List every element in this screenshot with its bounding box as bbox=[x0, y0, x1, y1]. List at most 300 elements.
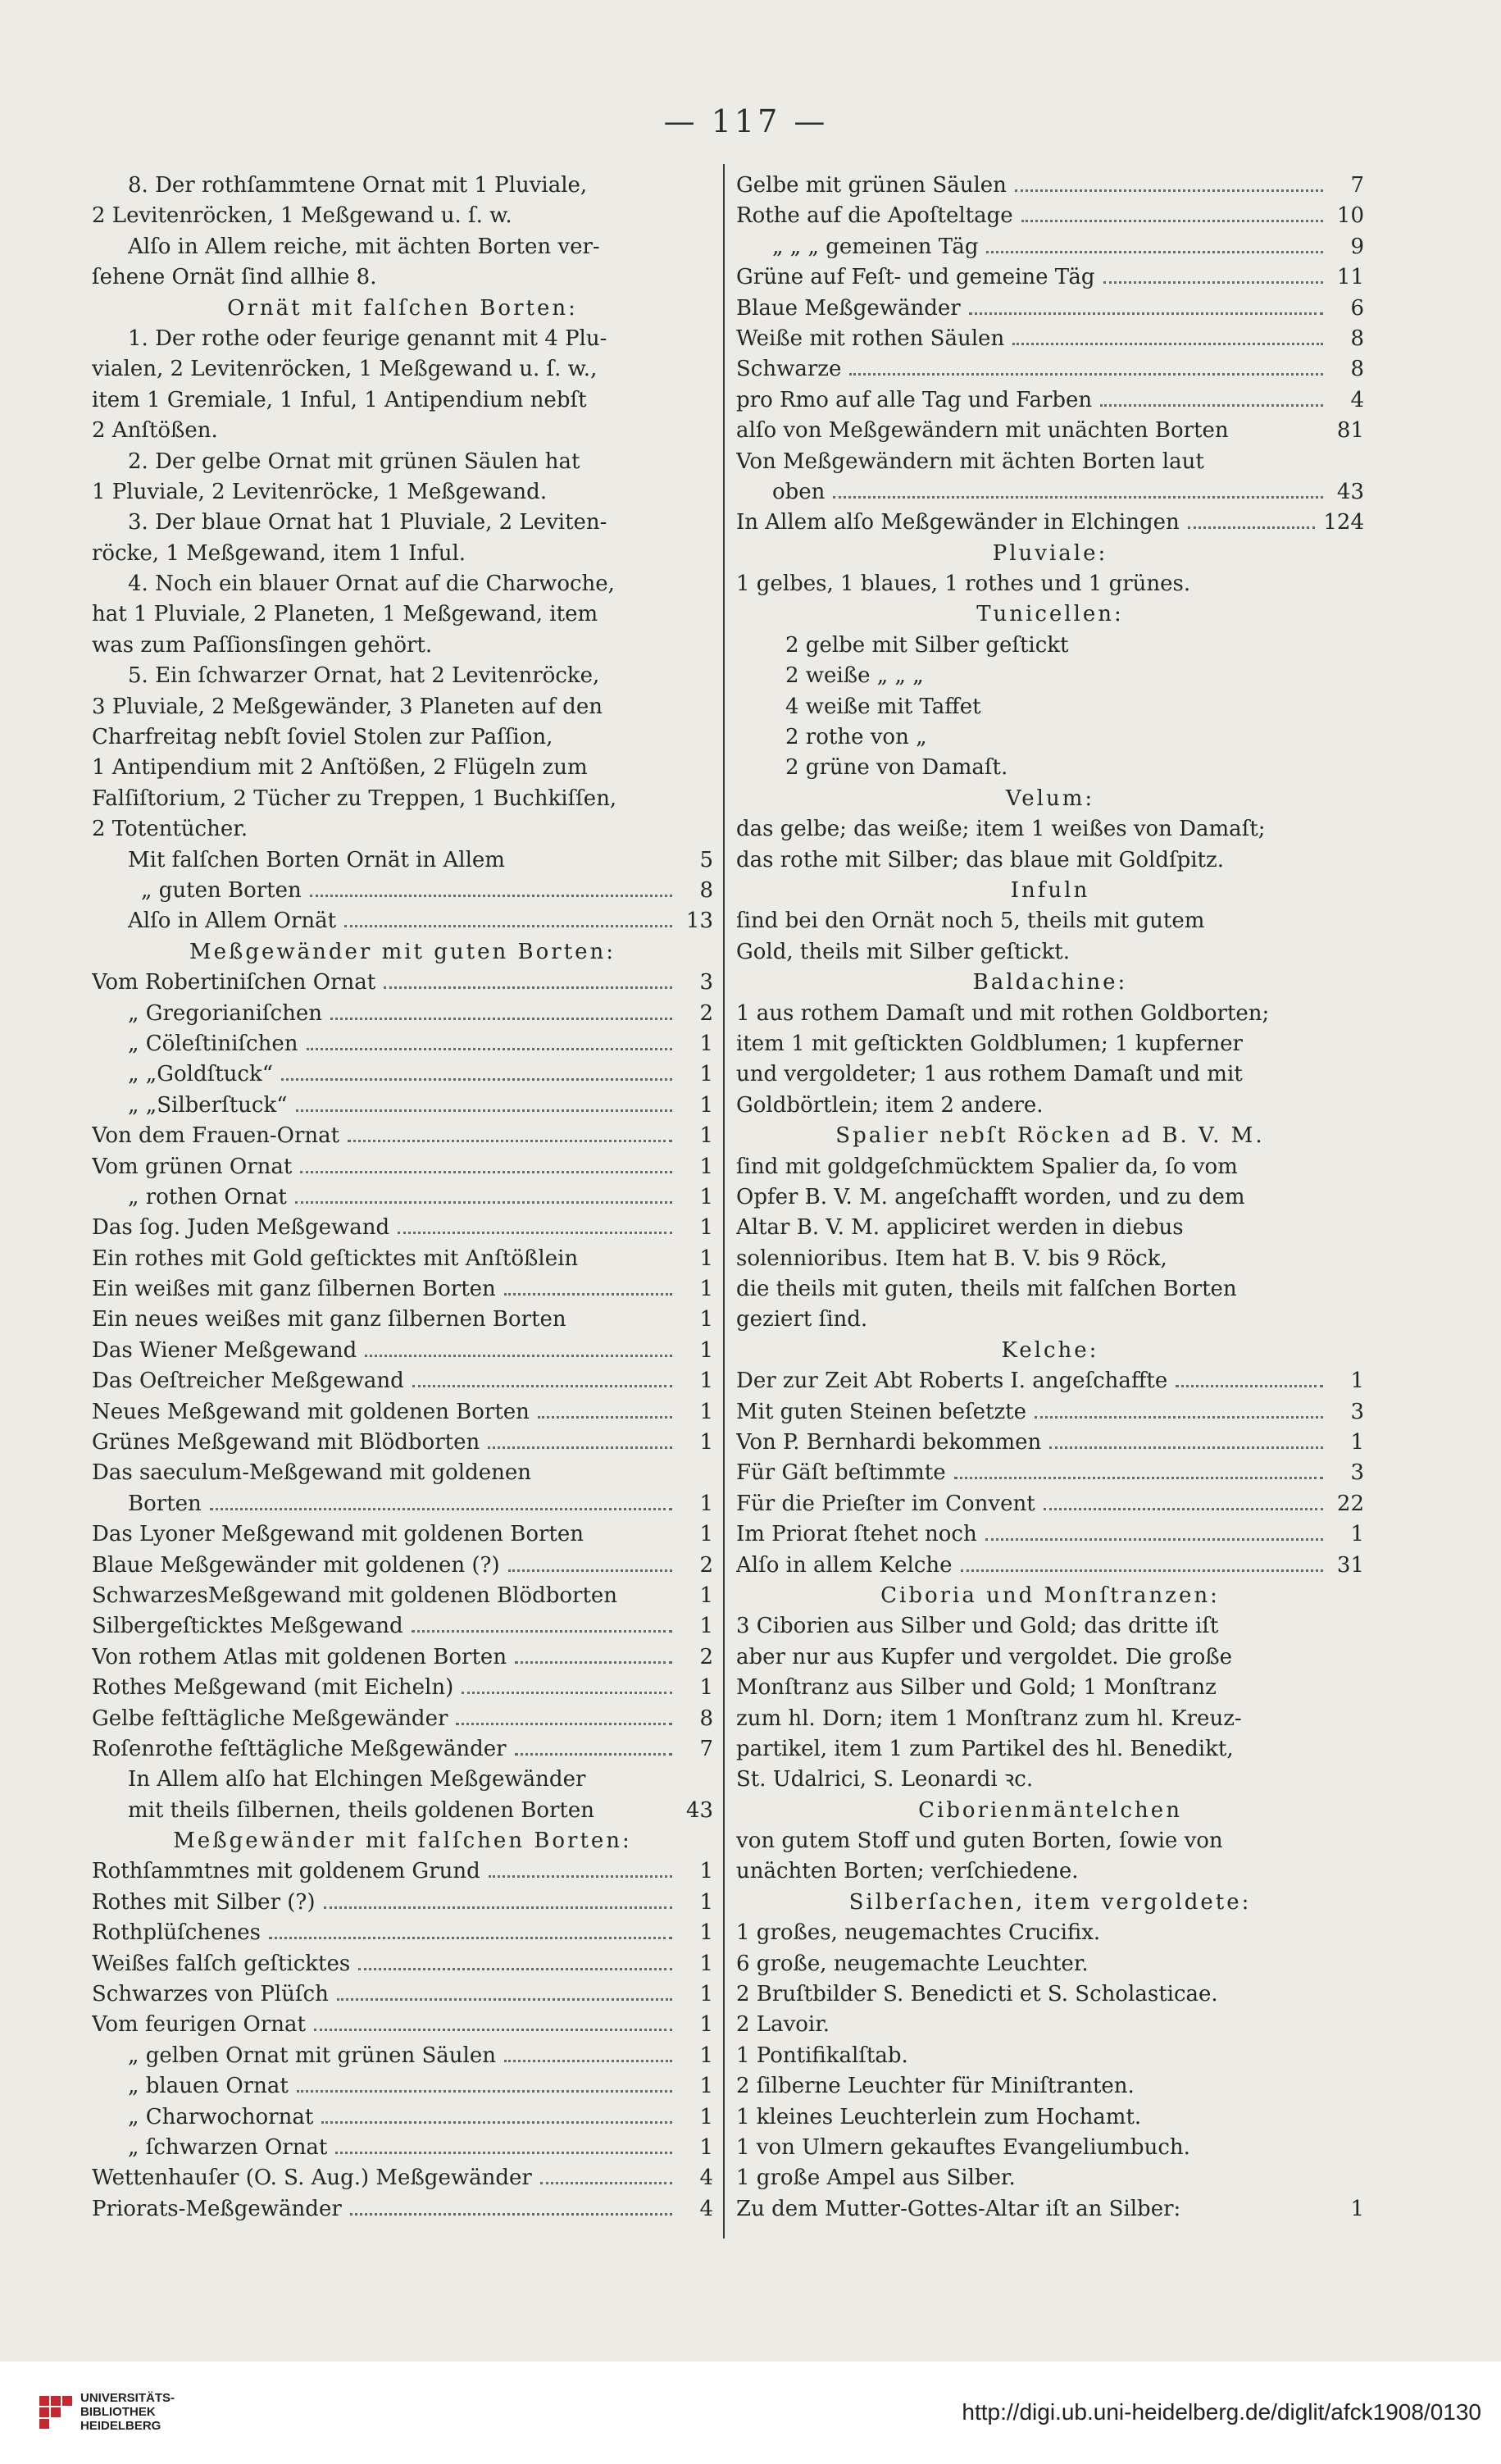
text-line bbox=[92, 1581, 713, 1611]
line-text: Schwarzes von Plüſch bbox=[92, 1982, 329, 2007]
line-count: 1 bbox=[1350, 1430, 1364, 1455]
line-count: 3 bbox=[1350, 1460, 1364, 1486]
line-count: 10 bbox=[1336, 203, 1364, 229]
dot-leader bbox=[575, 1323, 672, 1326]
dot-leader bbox=[961, 1569, 1323, 1572]
dot-leader bbox=[307, 1048, 673, 1050]
line-count: 1 bbox=[699, 1951, 713, 1976]
text-line bbox=[92, 1244, 713, 1274]
text-line bbox=[736, 1244, 1364, 1274]
line-text: „ ſchwarzen Ornat bbox=[128, 2135, 328, 2160]
line-text: 2 Anſtößen. bbox=[92, 418, 218, 444]
line-text: Rothſammtnes mit goldenem Grund bbox=[92, 1859, 480, 1884]
dot-leader bbox=[210, 1508, 672, 1510]
text-line bbox=[736, 1673, 1364, 1703]
line-text: Vom Robertiniſchen Ornat bbox=[92, 970, 376, 995]
line-text: Roſenrothe feſttägliche Meßgewänder bbox=[92, 1736, 507, 1761]
text-line bbox=[92, 477, 713, 508]
text-line bbox=[736, 1642, 1364, 1673]
dot-leader bbox=[462, 1692, 672, 1694]
text-line bbox=[92, 999, 713, 1029]
text-line bbox=[736, 1274, 1364, 1305]
dot-leader bbox=[295, 1201, 672, 1204]
text-line bbox=[736, 2010, 1364, 2040]
line-count: 1 bbox=[699, 1920, 713, 1946]
line-count: 11 bbox=[1336, 265, 1364, 290]
line-text: 2 weiße „ „ „ bbox=[785, 663, 924, 689]
text-line bbox=[736, 1182, 1364, 1213]
dot-leader bbox=[954, 1477, 1323, 1479]
text-line bbox=[92, 692, 713, 722]
line-count: 1 bbox=[699, 1675, 713, 1701]
text-line bbox=[92, 1397, 713, 1428]
line-text: Baldachine: bbox=[972, 970, 1128, 995]
text-line bbox=[92, 1091, 713, 1121]
text-line bbox=[92, 1551, 713, 1581]
line-text: Das Wiener Meßgewand bbox=[92, 1337, 357, 1363]
line-text: item 1 Gremiale, 1 Inful, 1 Antipendium nebſt bbox=[92, 387, 587, 412]
text-line bbox=[736, 722, 1364, 753]
text-line bbox=[736, 1029, 1364, 1059]
text-line bbox=[92, 539, 713, 569]
text-line bbox=[736, 999, 1364, 1029]
line-text: Schwarze bbox=[736, 357, 842, 382]
text-line bbox=[736, 1581, 1364, 1611]
line-text: Weiße mit rothen Säulen bbox=[736, 326, 1005, 351]
dot-leader bbox=[586, 1263, 672, 1265]
line-text: Meßgewänder mit guten Borten: bbox=[189, 939, 616, 964]
dot-leader bbox=[833, 496, 1323, 499]
text-line bbox=[92, 1121, 713, 1151]
line-count: 4 bbox=[1350, 387, 1364, 412]
line-text: Neues Meßgewand mit goldenen Borten bbox=[92, 1399, 530, 1424]
text-line bbox=[92, 1305, 713, 1335]
text-line bbox=[736, 814, 1364, 845]
text-line bbox=[92, 2041, 713, 2071]
line-count: 1 bbox=[699, 1369, 713, 1394]
dot-leader bbox=[297, 2090, 672, 2093]
text-line bbox=[736, 631, 1364, 661]
right-column bbox=[736, 171, 1364, 2225]
text-line bbox=[736, 416, 1364, 446]
text-line bbox=[736, 324, 1364, 354]
dot-leader bbox=[337, 1998, 672, 2001]
line-text: „ gelben Ornat mit grünen Säulen bbox=[128, 2043, 496, 2068]
line-text: geziert ſind. bbox=[736, 1307, 868, 1332]
text-line bbox=[92, 232, 713, 262]
line-count: 8 bbox=[699, 877, 713, 903]
line-text: Grüne auf Feſt- und gemeine Täg bbox=[736, 265, 1095, 290]
line-text: 1 große Ampel aus Silber. bbox=[736, 2166, 1016, 2191]
line-count: 1 bbox=[699, 1092, 713, 1118]
text-line bbox=[736, 1888, 1364, 1918]
text-line bbox=[92, 1274, 713, 1305]
dot-leader bbox=[1012, 343, 1323, 345]
line-text: Altar B. V. M. appliciret werden in diebus bbox=[736, 1215, 1184, 1241]
text-line bbox=[736, 1152, 1364, 1182]
line-count: 4 bbox=[699, 2196, 713, 2221]
text-line bbox=[736, 1489, 1364, 1519]
line-count: 2 bbox=[699, 1000, 713, 1026]
line-text: zum hl. Dorn; item 1 Monſtranz zum hl. Kreuz- bbox=[736, 1706, 1242, 1731]
text-line bbox=[92, 937, 713, 968]
text-line bbox=[92, 814, 713, 845]
line-count: 1 bbox=[699, 2104, 713, 2129]
line-text: Das ſog. Juden Meßgewand bbox=[92, 1215, 390, 1241]
line-text: Zu dem Mutter-Gottes-Altar iſt an Silber: bbox=[736, 2196, 1181, 2221]
dot-leader bbox=[1237, 435, 1323, 437]
text-line bbox=[92, 1366, 713, 1396]
line-count: 9 bbox=[1350, 234, 1364, 259]
line-text: aber nur aus Kupfer und vergoldet. Die große bbox=[736, 1644, 1233, 1669]
line-text: Blaue Meßgewänder bbox=[736, 295, 961, 321]
text-line bbox=[736, 2194, 1364, 2225]
text-line bbox=[736, 1336, 1364, 1366]
text-line bbox=[92, 876, 713, 906]
dot-leader bbox=[489, 1875, 672, 1878]
text-line bbox=[92, 1519, 713, 1550]
line-text: ſehene Ornät ſind allhie 8. bbox=[92, 265, 377, 290]
text-line bbox=[736, 1611, 1364, 1642]
line-text: 1 kleines Leuchterlein zum Hochamt. bbox=[736, 2104, 1142, 2129]
text-line bbox=[92, 569, 713, 599]
dot-leader bbox=[1035, 1416, 1323, 1419]
dot-leader bbox=[269, 1937, 672, 1939]
dot-leader bbox=[412, 1630, 672, 1633]
line-text: partikel, item 1 zum Partikel des hl. Benedikt, bbox=[736, 1736, 1234, 1761]
text-line bbox=[736, 1551, 1364, 1581]
line-count: 1 bbox=[699, 2135, 713, 2160]
text-line bbox=[92, 1856, 713, 1887]
text-line bbox=[92, 2194, 713, 2225]
text-line bbox=[92, 1673, 713, 1703]
line-text: das gelbe; das weiße; item 1 weißes von Damaſt; bbox=[736, 817, 1266, 842]
dot-leader bbox=[314, 2029, 672, 2031]
line-text: Ciborienmäntelchen bbox=[918, 1797, 1182, 1823]
line-text: Alſo in allem Kelche bbox=[736, 1552, 953, 1578]
text-line bbox=[736, 2102, 1364, 2133]
text-line bbox=[92, 1642, 713, 1673]
line-text: item 1 mit geſtickten Goldblumen; 1 kupferner bbox=[736, 1031, 1243, 1056]
text-line bbox=[92, 1979, 713, 2010]
text-line bbox=[736, 1121, 1364, 1151]
dot-leader bbox=[508, 1569, 672, 1572]
dot-leader bbox=[324, 1906, 673, 1909]
line-count: 1 bbox=[699, 1246, 713, 1271]
library-name bbox=[80, 2391, 175, 2433]
line-text: Opfer B. V. M. angeſchafft worden, und zu dem bbox=[736, 1184, 1245, 1209]
line-text: Ornät mit falſchen Borten: bbox=[227, 295, 578, 321]
line-text: Blaue Meßgewänder mit goldenen (?) bbox=[92, 1552, 500, 1578]
line-count: 1 bbox=[699, 1154, 713, 1179]
line-text: Charfreitag nebſt ſoviel Stolen zur Paſſion, bbox=[92, 725, 553, 750]
dot-leader bbox=[296, 1109, 672, 1112]
line-count: 1 bbox=[699, 1522, 713, 1547]
dot-leader bbox=[625, 1600, 672, 1602]
text-line bbox=[92, 722, 713, 753]
line-count: 3 bbox=[1350, 1399, 1364, 1424]
text-line bbox=[92, 1765, 713, 1795]
text-line bbox=[736, 1366, 1364, 1396]
text-line bbox=[736, 692, 1364, 722]
line-text: Mit guten Steinen beſetzte bbox=[736, 1399, 1027, 1424]
line-count: 43 bbox=[1336, 479, 1364, 504]
line-count: 13 bbox=[685, 909, 713, 934]
dot-leader bbox=[1188, 526, 1316, 529]
text-line bbox=[736, 294, 1364, 324]
text-line bbox=[92, 1213, 713, 1243]
text-line bbox=[736, 447, 1364, 477]
line-count: 1 bbox=[699, 1062, 713, 1087]
line-text: von gutem Stoff und guten Borten, ſowie von bbox=[736, 1829, 1223, 1854]
line-count: 8 bbox=[699, 1706, 713, 1731]
line-text: Das Oeſtreicher Meßgewand bbox=[92, 1369, 404, 1394]
text-line bbox=[92, 753, 713, 783]
line-text: 2 Totentücher. bbox=[92, 817, 248, 842]
text-line bbox=[92, 1059, 713, 1090]
dot-leader bbox=[603, 1815, 672, 1817]
text-line bbox=[736, 1856, 1364, 1887]
text-line bbox=[92, 1458, 713, 1488]
text-line bbox=[92, 1918, 713, 1948]
line-text: Rothe auf die Apoſteltage bbox=[736, 203, 1013, 229]
line-text: hat 1 Pluviale, 2 Planeten, 1 Meßgewand, item bbox=[92, 602, 598, 627]
text-line bbox=[92, 2163, 713, 2193]
line-text: Priorats-Meßgewänder bbox=[92, 2196, 342, 2221]
line-text: In Allem alſo Meßgewänder in Elchingen bbox=[736, 510, 1180, 535]
text-line bbox=[736, 539, 1364, 569]
line-count: 1 bbox=[699, 2012, 713, 2038]
line-text: 2 Lavoir. bbox=[736, 2012, 830, 2038]
line-count: 22 bbox=[1336, 1491, 1364, 1516]
line-text: solennioribus. Item hat B. V. bis 9 Röck, bbox=[736, 1246, 1167, 1271]
text-line bbox=[92, 1826, 713, 1856]
text-line bbox=[736, 1734, 1364, 1765]
line-count: 1 bbox=[699, 2074, 713, 2099]
text-line bbox=[736, 232, 1364, 262]
line-text: Vom grünen Ornat bbox=[92, 1154, 293, 1179]
dot-leader bbox=[1049, 1446, 1323, 1449]
dot-leader bbox=[1176, 1385, 1323, 1387]
line-text: 3. Der blaue Ornat hat 1 Pluviale, 2 Leviten- bbox=[128, 510, 607, 535]
line-count: 1 bbox=[699, 1430, 713, 1455]
dot-leader bbox=[335, 2152, 672, 2154]
footer-bar bbox=[0, 2362, 1501, 2464]
text-line bbox=[92, 968, 713, 998]
text-line bbox=[736, 784, 1364, 814]
text-line bbox=[736, 661, 1364, 691]
line-text: Von Meßgewändern mit ächten Borten laut bbox=[736, 449, 1204, 474]
line-count: 1 bbox=[699, 1031, 713, 1056]
line-text: Monſtranz aus Silber und Gold; 1 Monſtranz bbox=[736, 1675, 1217, 1701]
text-line bbox=[736, 2071, 1364, 2102]
text-line bbox=[92, 599, 713, 630]
line-count: 1 bbox=[699, 1215, 713, 1241]
line-text: 2 rothe von „ bbox=[785, 725, 927, 750]
dot-leader bbox=[849, 373, 1323, 376]
text-line bbox=[736, 2133, 1364, 2163]
dot-leader bbox=[1015, 189, 1323, 192]
dot-leader bbox=[350, 2213, 672, 2216]
text-line bbox=[736, 385, 1364, 416]
line-count: 1 bbox=[699, 1982, 713, 2007]
line-text: Silberſachen, item vergoldete: bbox=[848, 1889, 1252, 1915]
line-text: Mit falſchen Borten Ornät in Allem bbox=[128, 847, 505, 872]
line-text: „ „ „ gemeinen Täg bbox=[772, 234, 979, 259]
line-text: das rothe mit Silber; das blaue mit Goldſpitz. bbox=[736, 847, 1224, 872]
text-line bbox=[92, 906, 713, 936]
dot-leader bbox=[1021, 220, 1323, 222]
line-count: 1 bbox=[699, 1277, 713, 1302]
text-line bbox=[92, 1704, 713, 1734]
text-line bbox=[736, 1519, 1364, 1550]
line-text: Rothplüſchenes bbox=[92, 1920, 261, 1946]
text-line bbox=[736, 753, 1364, 783]
text-line bbox=[736, 1428, 1364, 1458]
left-column bbox=[92, 171, 713, 2225]
line-count: 6 bbox=[1350, 295, 1364, 321]
text-line bbox=[92, 661, 713, 691]
text-line bbox=[736, 508, 1364, 538]
line-text: Kelche: bbox=[1001, 1337, 1099, 1363]
line-text: pro Rmo auf alle Tag und Farben bbox=[736, 387, 1093, 412]
line-count: 1 bbox=[699, 1491, 713, 1516]
line-text: Alſo in Allem Ornät bbox=[128, 909, 337, 934]
dot-leader bbox=[985, 1538, 1323, 1541]
text-line bbox=[736, 906, 1364, 936]
line-text: 1 gelbes, 1 blaues, 1 rothes und 1 grünes. bbox=[736, 572, 1191, 597]
line-text: Von P. Bernhardi bekommen bbox=[736, 1430, 1042, 1455]
text-line bbox=[92, 784, 713, 814]
line-text: Infuln bbox=[1010, 877, 1090, 903]
dot-leader bbox=[504, 1293, 672, 1296]
dot-leader bbox=[330, 1018, 672, 1020]
source-url-link[interactable]: http://digi.ub.uni-heidelberg.de/diglit/afck1908/0130 bbox=[962, 2399, 1481, 2425]
line-text: was zum Paſſionsſingen gehört. bbox=[92, 632, 433, 658]
line-text: Das saeculum-Meßgewand mit goldenen bbox=[92, 1460, 532, 1486]
library-name-line3: HEIDELBERG bbox=[80, 2419, 161, 2433]
dot-leader bbox=[365, 1355, 672, 1357]
text-line bbox=[736, 1949, 1364, 1979]
page-number: — 117 — bbox=[663, 103, 829, 139]
line-text: 8. Der rothſammtene Ornat mit 1 Pluviale, bbox=[128, 173, 588, 198]
text-line bbox=[92, 1029, 713, 1059]
line-count: 1 bbox=[699, 1583, 713, 1608]
text-line bbox=[736, 1796, 1364, 1826]
text-line bbox=[736, 262, 1364, 293]
line-text: 2 ſilberne Leuchter für Miniſtranten. bbox=[736, 2074, 1135, 2099]
line-text: vialen, 2 Levitenröcken, 1 Meßgewand u. ſ. w., bbox=[92, 357, 598, 382]
text-line bbox=[92, 1489, 713, 1519]
dot-leader bbox=[1100, 404, 1323, 407]
line-text: 2 gelbe mit Silber geſtickt bbox=[785, 632, 1069, 658]
line-text: 5. Ein ſchwarzer Ornat, hat 2 Levitenröcke, bbox=[128, 663, 600, 689]
line-text: Gelbe mit grünen Säulen bbox=[736, 173, 1007, 198]
line-count: 5 bbox=[699, 847, 713, 872]
line-count: 1 bbox=[699, 1123, 713, 1149]
library-logo-icon bbox=[39, 2396, 72, 2429]
text-line bbox=[92, 1949, 713, 1979]
text-line bbox=[736, 569, 1364, 599]
line-text: „ „Silberſtuck“ bbox=[128, 1092, 288, 1118]
line-text: Meßgewänder mit falſchen Borten: bbox=[173, 1829, 632, 1854]
line-text: ſind mit goldgeſchmücktem Spalier da, ſo vom bbox=[736, 1154, 1238, 1179]
line-text: St. Udalrici, S. Leonardi ꝛc. bbox=[736, 1767, 1034, 1792]
line-text: SchwarzesMeßgewand mit goldenen Blödborten bbox=[92, 1583, 618, 1608]
line-text: „ Cöleſtiniſchen bbox=[128, 1031, 298, 1056]
line-text: 1 aus rothem Damaſt und mit rothen Goldborten; bbox=[736, 1000, 1270, 1026]
text-line bbox=[92, 1152, 713, 1182]
line-count: 8 bbox=[1350, 326, 1364, 351]
line-count: 8 bbox=[1350, 357, 1364, 382]
text-line bbox=[92, 508, 713, 538]
dot-leader bbox=[504, 2060, 672, 2062]
dot-leader bbox=[300, 1171, 672, 1173]
line-text: Pluviale: bbox=[992, 540, 1108, 566]
text-line bbox=[92, 631, 713, 661]
line-text: Silbergeſticktes Meßgewand bbox=[92, 1614, 403, 1639]
line-text: und vergoldeter; 1 aus rothem Damaſt und mit bbox=[736, 1062, 1243, 1087]
line-text: Ein neues weißes mit ganz ſilbernen Borten bbox=[92, 1307, 566, 1332]
line-text: unächten Borten; verſchiedene. bbox=[736, 1859, 1079, 1884]
line-text: Grünes Meßgewand mit Blödborten bbox=[92, 1430, 480, 1455]
text-line bbox=[736, 2041, 1364, 2071]
text-line bbox=[92, 416, 713, 446]
line-text: 1 von Ulmern gekauftes Evangeliumbuch. bbox=[736, 2135, 1190, 2160]
line-text: 2 Bruſtbilder S. Benedicti et S. Scholasticae. bbox=[736, 1982, 1218, 2007]
text-line bbox=[92, 324, 713, 354]
line-text: In Allem alſo hat Elchingen Meßgewänder bbox=[128, 1767, 586, 1792]
text-line bbox=[736, 1826, 1364, 1856]
text-line bbox=[736, 477, 1364, 508]
line-text: 3 Pluviale, 2 Meßgewänder, 3 Planeten auf den bbox=[92, 694, 603, 719]
line-count: 1 bbox=[1350, 1522, 1364, 1547]
line-text: die theils mit guten, theils mit falſchen Borten bbox=[736, 1277, 1237, 1302]
line-text: 3 Ciborien aus Silber und Gold; das dritte iſt bbox=[736, 1614, 1219, 1639]
line-text: mit theils ſilbernen, theils goldenen Borten bbox=[128, 1797, 594, 1823]
line-text: Rothes Meßgewand (mit Eicheln) bbox=[92, 1675, 454, 1701]
line-text: Gelbe feſttägliche Meßgewänder bbox=[92, 1706, 448, 1731]
dot-leader bbox=[321, 2121, 672, 2124]
line-count: 1 bbox=[699, 1859, 713, 1884]
text-line bbox=[736, 1397, 1364, 1428]
text-line bbox=[736, 937, 1364, 968]
text-line bbox=[736, 1458, 1364, 1488]
text-line bbox=[92, 1611, 713, 1642]
line-text: Rothes mit Silber (?) bbox=[92, 1889, 316, 1915]
text-line bbox=[92, 1428, 713, 1458]
line-count: 124 bbox=[1323, 510, 1364, 535]
line-text: Von rothem Atlas mit goldenen Borten bbox=[92, 1644, 507, 1669]
dot-leader bbox=[412, 1385, 672, 1387]
dot-leader bbox=[398, 1232, 672, 1234]
line-text: 1 großes, neugemachtes Crucifix. bbox=[736, 1920, 1101, 1946]
text-line bbox=[736, 845, 1364, 876]
line-text: Goldbörtlein; item 2 andere. bbox=[736, 1092, 1044, 1118]
text-line bbox=[736, 968, 1364, 998]
text-line bbox=[736, 2163, 1364, 2193]
line-count: 1 bbox=[699, 1184, 713, 1209]
dot-leader bbox=[515, 1753, 672, 1756]
text-line bbox=[736, 1979, 1364, 2010]
line-text: röcke, 1 Meßgewand, item 1 Inful. bbox=[92, 540, 466, 566]
library-name-line1: UNIVERSITÄTS- bbox=[80, 2391, 175, 2405]
text-line bbox=[736, 354, 1364, 385]
line-text: oben bbox=[772, 479, 826, 504]
line-count: 4 bbox=[699, 2166, 713, 2191]
text-line bbox=[92, 262, 713, 293]
line-count: 1 bbox=[1350, 1369, 1364, 1394]
